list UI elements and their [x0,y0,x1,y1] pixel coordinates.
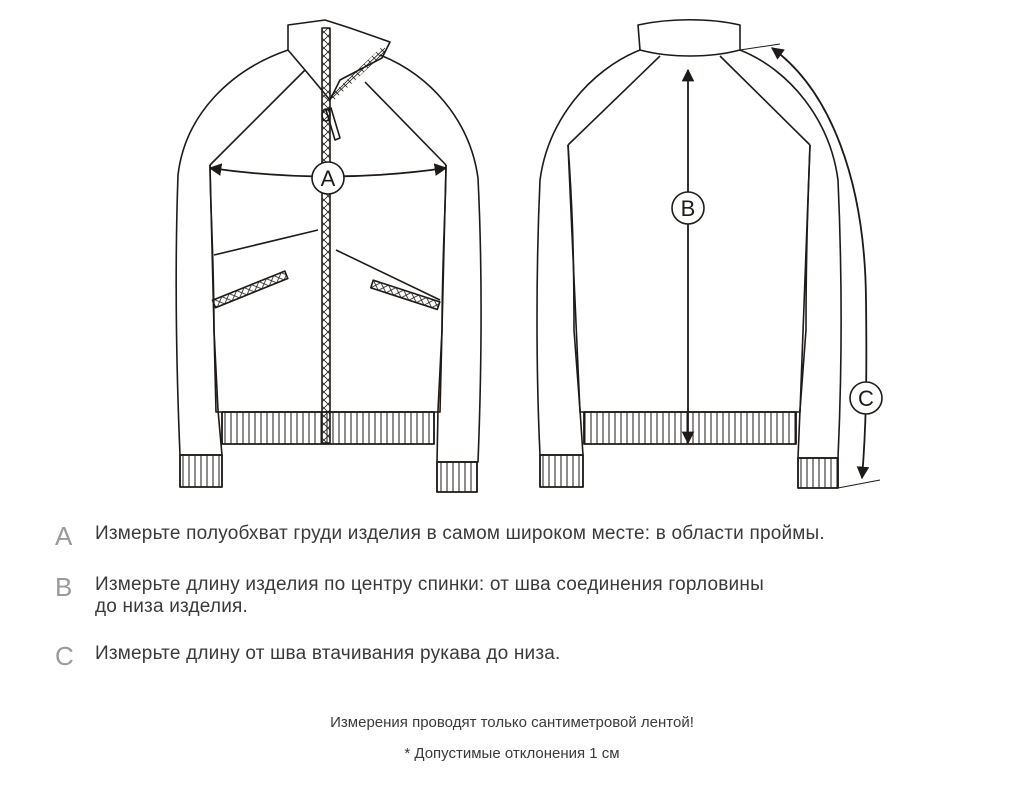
front-left-pocket-line [214,230,318,255]
instruction-b [55,574,995,618]
instruction-b-text: Измерьте длину изделия по центру спинки: от шва соединения горловины [95,574,764,595]
jacket-front-view [176,20,481,492]
back-right-cuff [798,458,838,488]
instruction-c-text: Измерьте длину от шва втачивания рукава до низа. [95,643,561,664]
label-a [312,162,344,194]
measure-c-end-tick [838,480,880,488]
back-left-cuff [540,455,583,487]
front-waistband [222,412,434,444]
instruction-b-text-line2: до низа изделия. [95,596,248,617]
front-left-pocket-zipper [213,271,288,308]
front-right-sleeve [380,55,481,462]
svg-text:B: B [680,196,696,221]
instruction-a-letter: A [55,521,73,551]
label-c [850,382,882,414]
instruction-c-letter: C [55,641,74,671]
back-left-sleeve [537,50,640,455]
note-tape-only: Измерения проводят только сантиметровой лентой! [330,714,694,731]
front-left-cuff [180,455,222,487]
front-right-cuff [437,462,477,492]
instruction-c [55,643,995,669]
note-tolerance: * Допустимые отклонения 1 см [404,745,620,762]
svg-text:C: C [858,386,874,411]
instruction-a-text: Измерьте полуобхват груди изделия в самом широком месте: в области проймы. [95,523,825,544]
front-left-sleeve [176,50,288,455]
jacket-back-view [537,20,880,488]
instruction-a [55,523,995,549]
front-center-zipper [322,28,330,443]
instruction-b-text-block [95,574,764,618]
back-raglan-seam-left [568,56,660,145]
back-body-outline [568,145,810,412]
label-b [672,192,704,224]
instruction-b-letter: B [55,572,73,602]
front-raglan-seam-left [210,70,305,165]
svg-text:A: A [320,166,336,191]
back-collar [638,20,740,56]
front-raglan-seam-right [365,82,446,165]
back-waistband [584,412,796,444]
